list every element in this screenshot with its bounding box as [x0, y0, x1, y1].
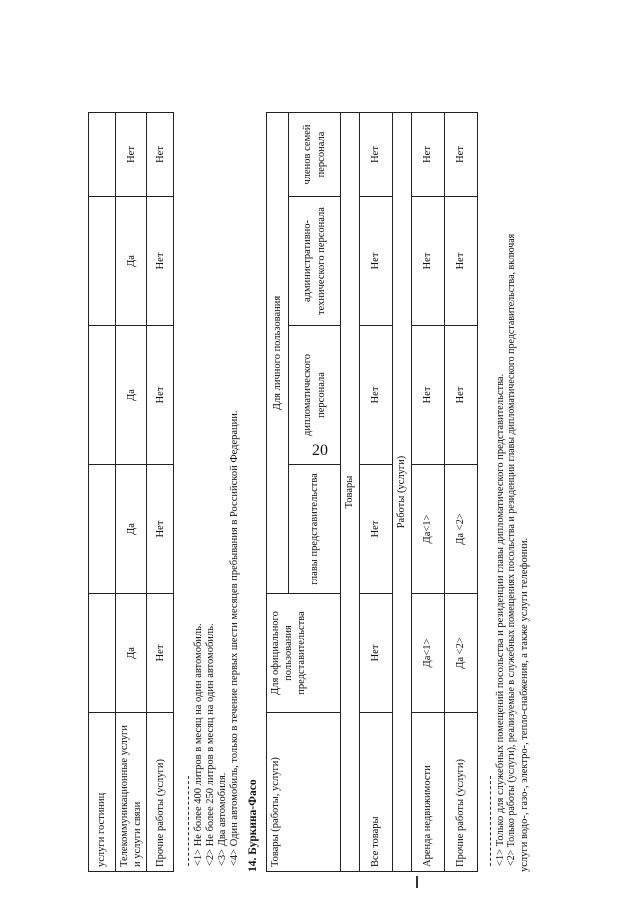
- cell: Да: [116, 594, 147, 713]
- cell: Нет: [445, 326, 478, 465]
- cell: [89, 113, 116, 197]
- cell: Нет: [445, 197, 478, 326]
- row-label: Все товары: [360, 713, 393, 872]
- section-heading: 14. Буркина-Фасо: [247, 779, 259, 872]
- cell: [89, 594, 116, 713]
- table-row: [412, 113, 445, 872]
- row-label: Прочие работы (услуги): [147, 713, 174, 872]
- cell: Нет: [360, 594, 393, 713]
- column-header: административно-технического персонала: [289, 197, 341, 326]
- footnote-divider: [188, 776, 189, 866]
- cell: Нет: [412, 113, 445, 197]
- cell: Да: [116, 197, 147, 326]
- cell: Нет: [147, 113, 174, 197]
- cell: Нет: [147, 465, 174, 594]
- cell: Нет: [445, 113, 478, 197]
- column-header: главы представительства: [289, 465, 341, 594]
- cell: Нет: [412, 326, 445, 465]
- cell: Нет: [360, 465, 393, 594]
- cell: Да <2>: [445, 594, 478, 713]
- cell: Да: [116, 465, 147, 594]
- footnote: <2> Только работы (услуги), реализуемые в служебных помещениях посольства и резиденции главы дипломатического представительства, включая: [506, 233, 517, 866]
- table-row: [360, 113, 393, 872]
- table-row: [445, 113, 478, 872]
- cell: [89, 197, 116, 326]
- table-row: [89, 113, 116, 872]
- cell: Нет: [360, 197, 393, 326]
- cell: Нет: [147, 594, 174, 713]
- section-row: [341, 113, 360, 872]
- footnote: <2> Не более 250 литров в месяц на один автомобиль.: [205, 623, 216, 866]
- row-label: услуги гостиниц: [89, 713, 116, 872]
- rotated-content: [88, 112, 543, 872]
- section-row: [393, 113, 412, 872]
- cell: Нет: [147, 197, 174, 326]
- cell: Да: [116, 326, 147, 465]
- burkina-faso-table: [266, 112, 478, 872]
- footnote: услуги водо-, газо-, электро-, тепло-снабжения, а также услуги телефонии.: [519, 537, 530, 872]
- section-label: Работы (услуги): [393, 113, 412, 872]
- cell: Нет: [360, 326, 393, 465]
- column-header: дипломатического персонала: [289, 326, 341, 465]
- footnote: <1> Только для служебных помещений посольства и резиденции главы дипломатического представительства.: [495, 373, 506, 866]
- cell: Нет: [147, 326, 174, 465]
- page-number: 20: [312, 442, 328, 459]
- cell: Нет: [116, 113, 147, 197]
- cell: Нет: [412, 197, 445, 326]
- row-label: Телекоммуникационные услуги и услуги связи: [116, 713, 147, 872]
- footnote: <3> Два автомобиля.: [217, 772, 228, 866]
- cell: Да<1>: [412, 465, 445, 594]
- row-label: Аренда недвижимости: [412, 713, 445, 872]
- column-header: Товары (работы, услуги): [267, 713, 341, 872]
- services-table-continued: [88, 112, 174, 872]
- margin-mark: [416, 876, 418, 888]
- section-label: Товары: [341, 113, 360, 872]
- column-header: членов семей персонала: [289, 113, 341, 197]
- table-row: [147, 113, 174, 872]
- footnote: <1> Не более 400 литров в месяц на один автомобиль.: [193, 623, 204, 866]
- column-header: Для официального пользования представительства: [267, 594, 341, 713]
- table-row: [116, 113, 147, 872]
- cell: [89, 326, 116, 465]
- table-header-row: [267, 113, 289, 872]
- cell: [89, 465, 116, 594]
- footnote-divider: [490, 776, 491, 866]
- footnote: <4> Один автомобиль, только в течение первых шести месяцев пребывания в Российской Федерации.: [229, 410, 240, 866]
- cell: Да <2>: [445, 465, 478, 594]
- cell: Нет: [360, 113, 393, 197]
- column-header-group: Для личного пользования: [267, 113, 289, 594]
- row-label: Прочие работы (услуги): [445, 713, 478, 872]
- cell: Да<1>: [412, 594, 445, 713]
